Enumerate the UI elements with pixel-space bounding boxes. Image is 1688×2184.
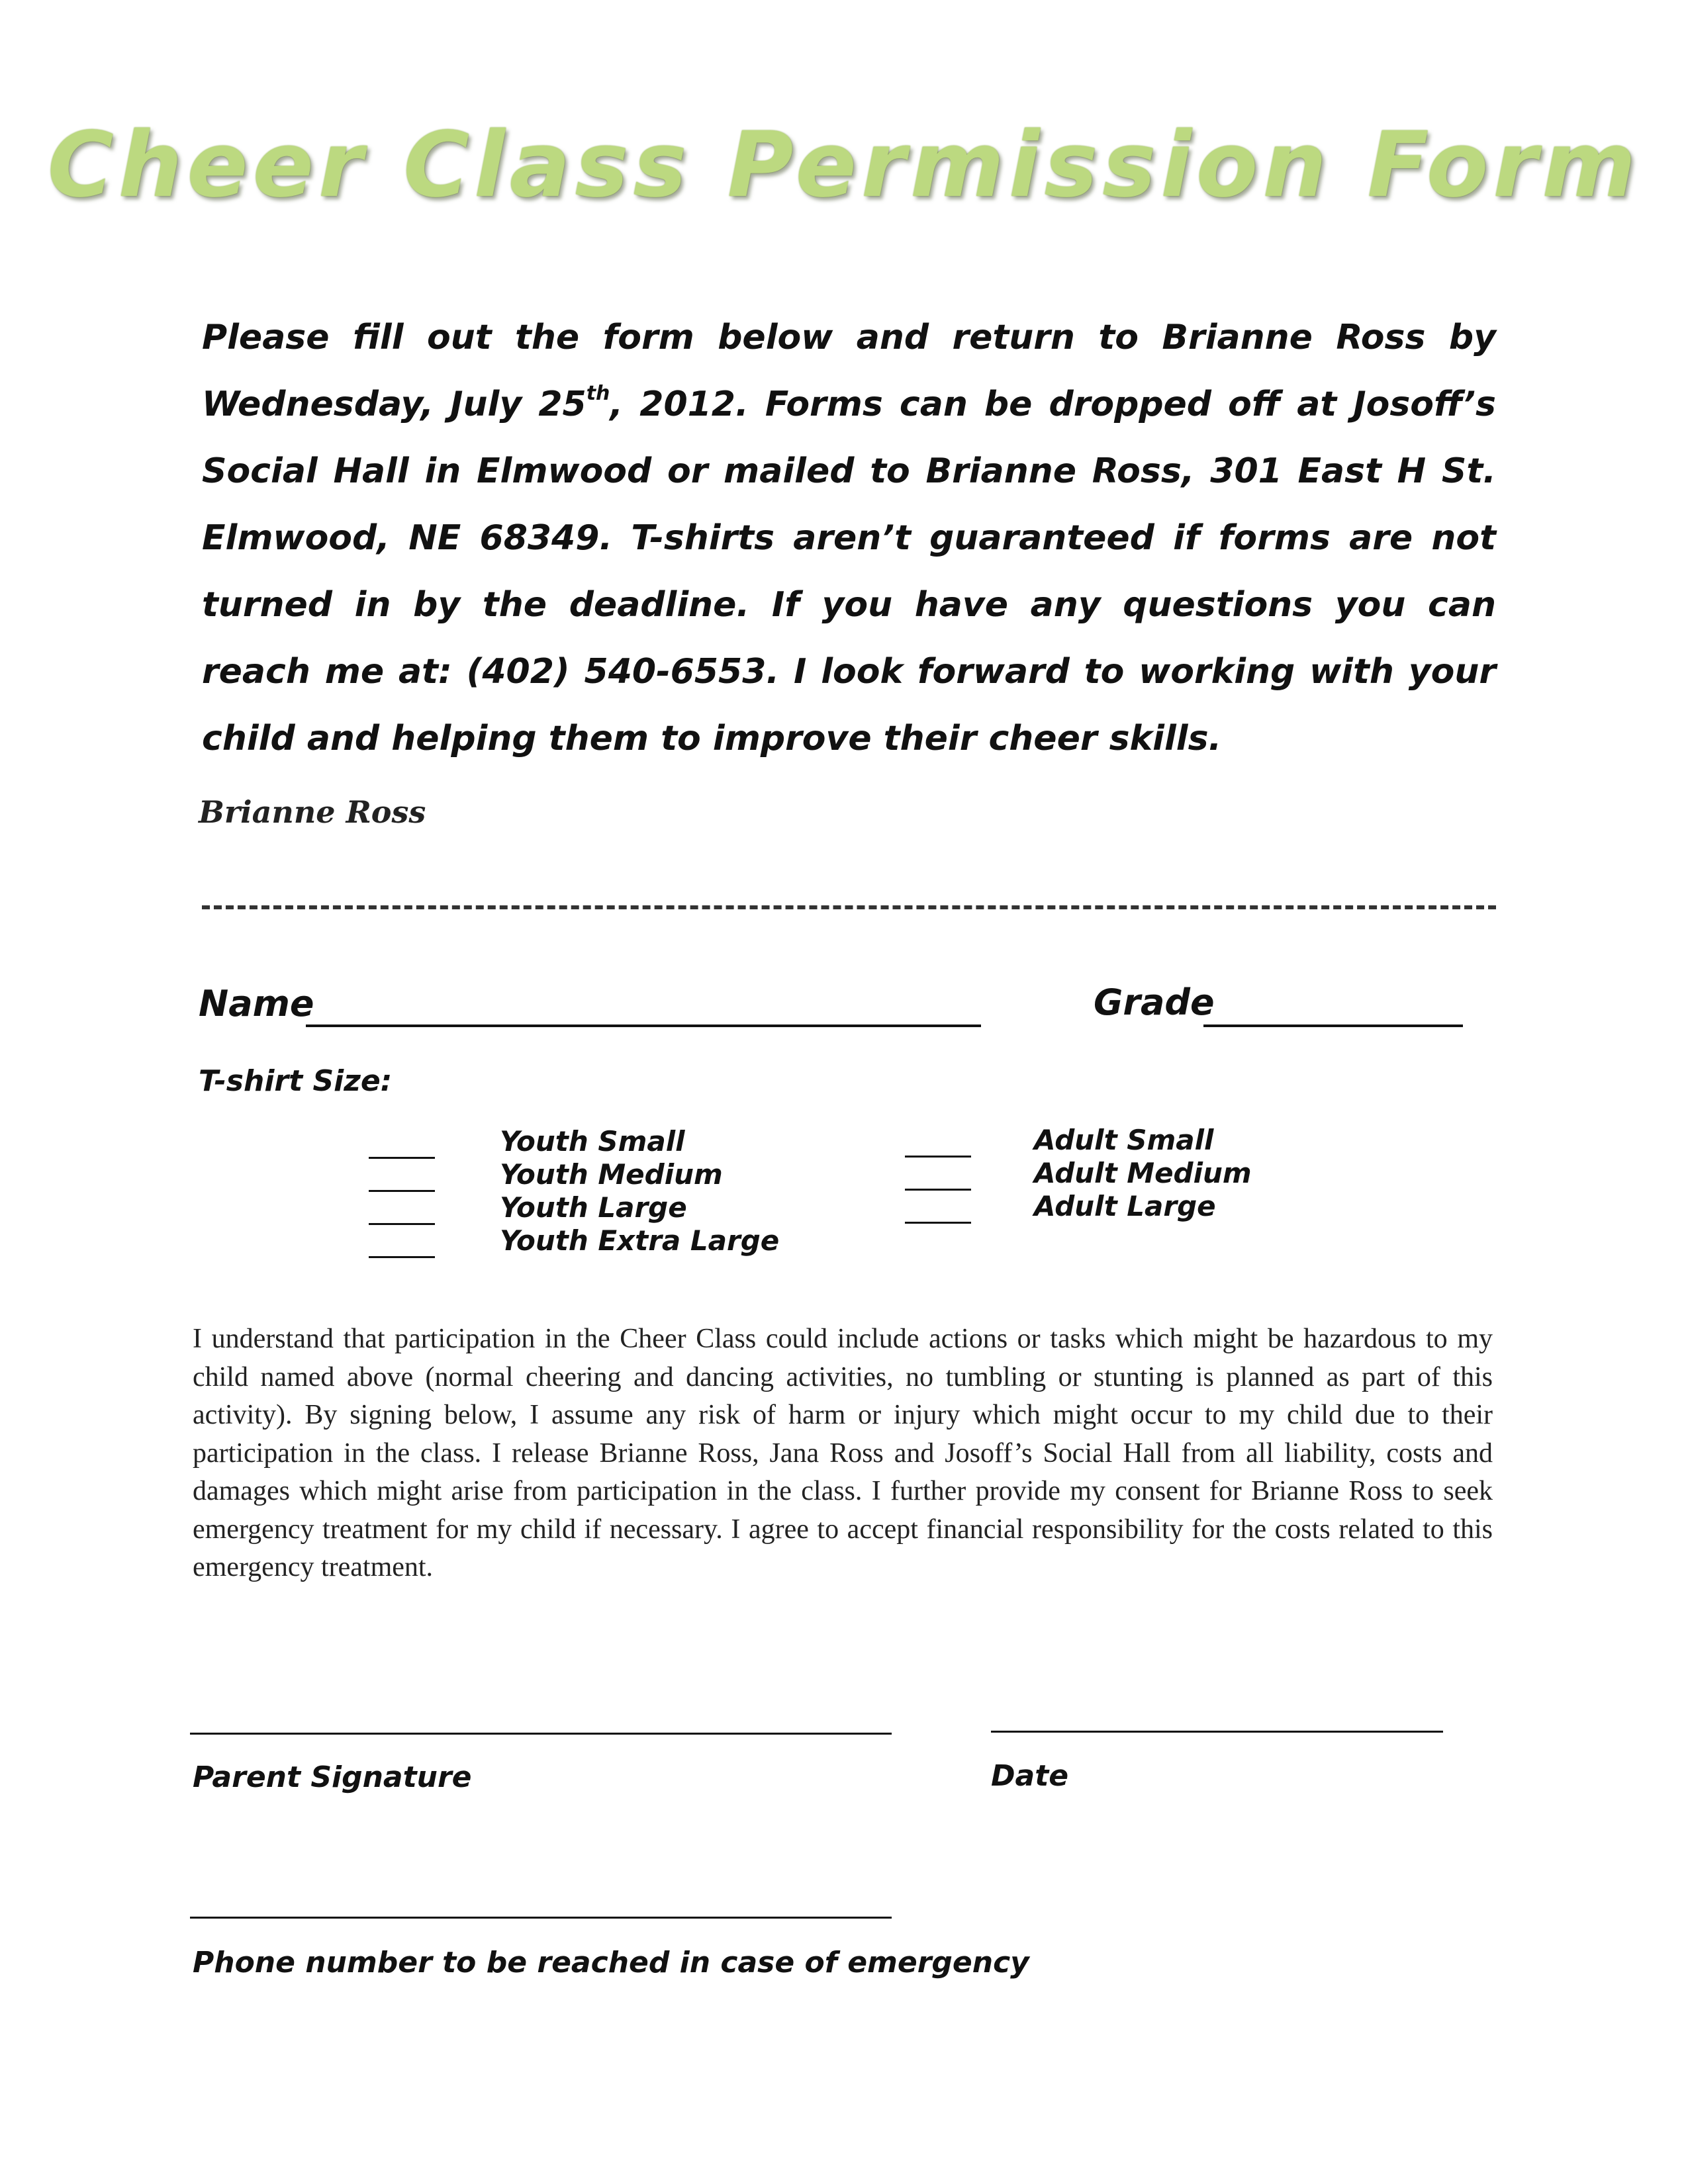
adult-large-label: Adult Large bbox=[1034, 1190, 1216, 1222]
youth-small-label: Youth Small bbox=[500, 1125, 685, 1158]
adult-medium-label: Adult Medium bbox=[1034, 1157, 1252, 1189]
grade-field[interactable] bbox=[1203, 1024, 1463, 1027]
name-field[interactable] bbox=[306, 1024, 981, 1027]
liability-waiver-text: I understand that participation in the Cheer Class could include actions or tasks which might be hazardous to my child named above (normal cheering and dancing activities, no tumbling or stunting is planned as part of this activity). By signing below, I assume any risk of harm or injury which might occur to my child due to their participation in the class. I release Brianne Ross, Jana Ross and Josoff’s Social Hall from all liability, costs and damages which might arise from participation in the class. I further provide my consent for Brianne Ross to seek emergency treatment for my child if necessary. I agree to accept financial responsibility for the costs related to this emergency treatment. bbox=[193, 1324, 1493, 1582]
youth-medium-label: Youth Medium bbox=[500, 1158, 723, 1191]
date-label: Date bbox=[991, 1759, 1069, 1793]
organizer-signature: Brianne Ross bbox=[199, 794, 426, 830]
name-label: Name bbox=[199, 983, 314, 1024]
date-field[interactable] bbox=[991, 1731, 1443, 1733]
page-title: Cheer Class Permission Form bbox=[47, 113, 1641, 218]
youth-large-label: Youth Large bbox=[500, 1191, 687, 1224]
adult-small-blank[interactable] bbox=[905, 1156, 971, 1158]
adult-medium-blank[interactable] bbox=[905, 1189, 971, 1191]
date-ordinal-suffix: th bbox=[586, 381, 610, 405]
youth-large-blank[interactable] bbox=[369, 1223, 435, 1225]
adult-large-blank[interactable] bbox=[905, 1222, 971, 1224]
youth-extra-large-label: Youth Extra Large bbox=[500, 1224, 780, 1257]
parent-signature-label: Parent Signature bbox=[193, 1760, 472, 1794]
adult-small-label: Adult Small bbox=[1034, 1124, 1214, 1156]
youth-small-blank[interactable] bbox=[369, 1157, 435, 1159]
cut-line-divider bbox=[202, 905, 1496, 909]
youth-extra-large-blank[interactable] bbox=[369, 1256, 435, 1258]
parent-signature-field[interactable] bbox=[190, 1733, 892, 1735]
tshirt-size-label: T-shirt Size: bbox=[199, 1064, 393, 1098]
emergency-phone-label: Phone number to be reached in case of emergency bbox=[193, 1946, 1029, 1979]
intro-paragraph bbox=[202, 304, 1496, 772]
youth-medium-blank[interactable] bbox=[369, 1190, 435, 1192]
emergency-phone-field[interactable] bbox=[190, 1917, 892, 1919]
grade-label: Grade bbox=[1094, 981, 1215, 1023]
intro-text-part1: Please fill out the form below and return to Brianne Ross by Wednesday, July 25 bbox=[202, 318, 1496, 424]
intro-text-part2: , 2012. Forms can be dropped off at Josoff’s Social Hall in Elmwood or mailed to Brianne Ross, 301 East H St. Elmwood, NE 68349. T-shirts aren’t guaranteed if forms are not turned in by the deadline. If you have any questions you can reach me at: (402) 540-6553. I look forward to working with your child and helping them to improve their cheer skills. bbox=[202, 385, 1496, 758]
